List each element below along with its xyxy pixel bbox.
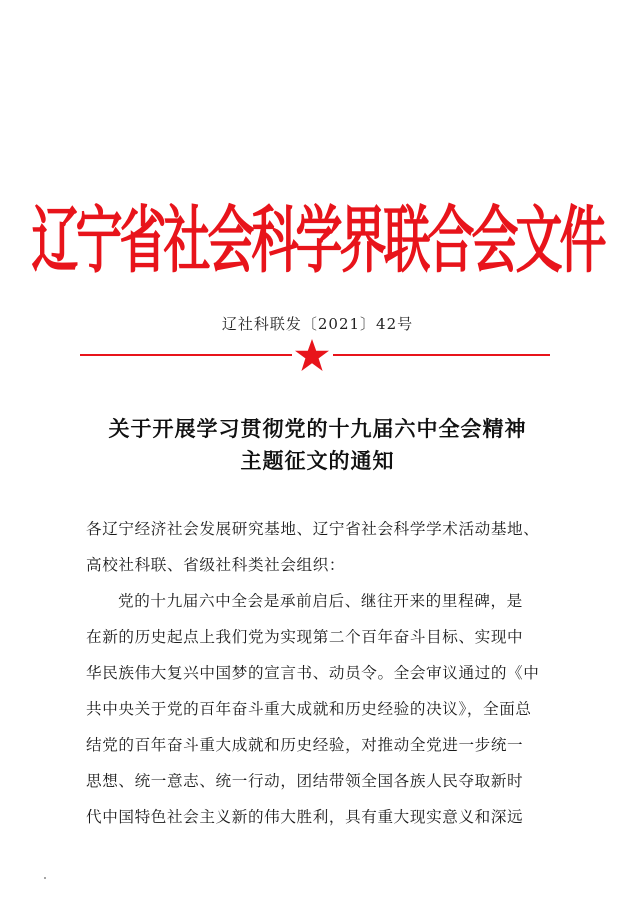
body-line: 华民族伟大复兴中国梦的宣言书、动员令。全会审议通过的《中 bbox=[86, 664, 540, 682]
body-line: 共中央关于党的百年奋斗重大成就和历史经验的决议》，全面总 bbox=[86, 700, 532, 718]
red-rule-left bbox=[80, 354, 292, 356]
body-line: 代中国特色社会主义新的伟大胜利，具有重大现实意义和深远 bbox=[86, 808, 524, 826]
masthead-title: 辽宁省社会科学界联合会文件 bbox=[31, 198, 604, 284]
document-number: 辽社科联发〔2021〕42号 bbox=[221, 315, 414, 333]
body-line: 党的十九届六中全会是承前启后、继往开来的里程碑，是 bbox=[118, 592, 523, 610]
notice-title-line-2: 主题征文的通知 bbox=[240, 448, 395, 473]
body-line: 在新的历史起点上我们党为实现第二个百年奋斗目标、实现中 bbox=[86, 628, 524, 646]
scan-speck bbox=[44, 877, 46, 879]
body-line: 各辽宁经济社会发展研究基地、辽宁省社会科学学术活动基地、 bbox=[86, 520, 540, 538]
red-star-icon bbox=[294, 338, 330, 372]
red-rule-right bbox=[333, 354, 550, 356]
notice-title-line-1: 关于开展学习贯彻党的十九届六中全会精神 bbox=[108, 416, 527, 441]
body-line: 思想、统一意志、统一行动，团结带领全国各族人民夺取新时 bbox=[86, 772, 524, 790]
body-line: 结党的百年奋斗重大成就和历史经验，对推动全党进一步统一 bbox=[86, 736, 524, 754]
body-line: 高校社科联、省级社科类社会组织： bbox=[86, 556, 346, 574]
